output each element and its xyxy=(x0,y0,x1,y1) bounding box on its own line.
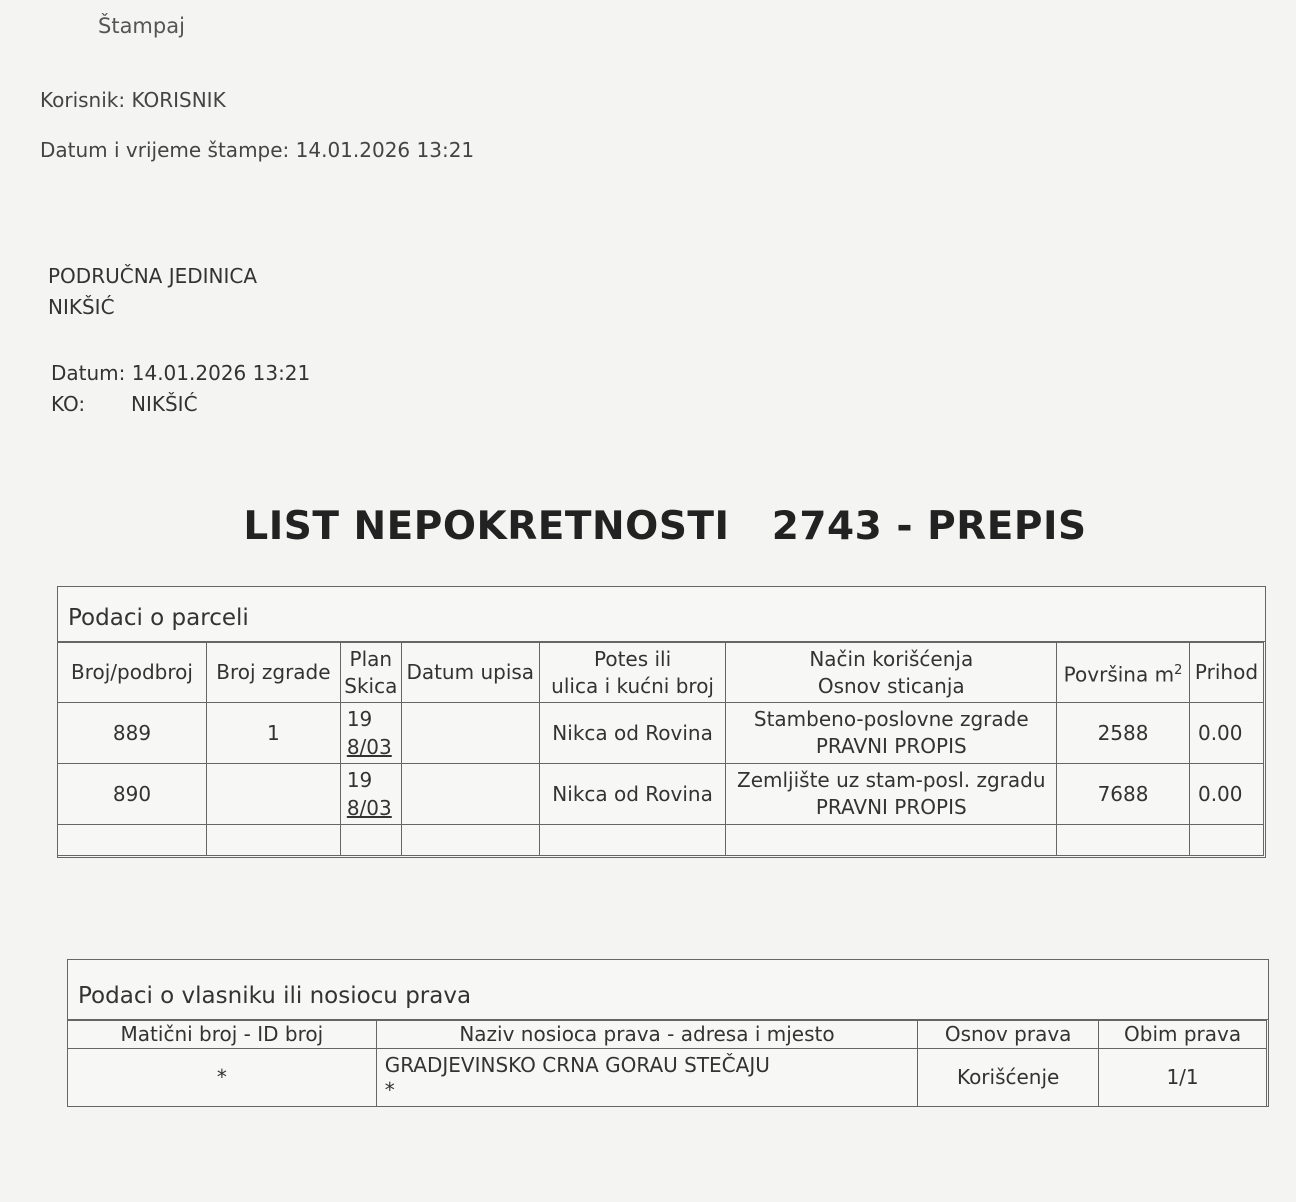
table-row xyxy=(58,703,1264,764)
cell-potes: Nikca od Rovina xyxy=(539,703,726,764)
parcel-table-header xyxy=(58,643,1264,703)
col-potes-line1: Potes ili xyxy=(593,646,672,671)
cell-plan: 19 xyxy=(346,707,373,731)
parcel-section xyxy=(57,586,1266,858)
owner-table xyxy=(67,1020,1267,1107)
cell-datum-upisa xyxy=(401,703,539,764)
col-maticni: Matični broj - ID broj xyxy=(68,1021,377,1049)
col-prihod: Prihod xyxy=(1189,643,1263,703)
cell-broj-zgrade: 1 xyxy=(206,703,340,764)
ko-value: NIKŠIĆ xyxy=(131,392,198,416)
col-plan: Plan xyxy=(349,646,393,671)
cell-broj-zgrade xyxy=(206,764,340,825)
col-potes xyxy=(539,643,726,703)
col-nacin xyxy=(726,643,1057,703)
cell-nacin xyxy=(726,703,1057,764)
cell-plan-skica xyxy=(340,764,401,825)
ko-label: KO: xyxy=(51,392,86,416)
print-datetime: Datum i vrijeme štampe: 14.01.2026 13:21 xyxy=(40,138,475,162)
cell-prihod: 0.00 xyxy=(1189,703,1263,764)
cell-maticni: * xyxy=(68,1049,377,1107)
table-row xyxy=(68,1049,1267,1107)
cell-povrsina: 7688 xyxy=(1057,764,1190,825)
parcel-table xyxy=(57,642,1264,856)
unit-city: NIKŠIĆ xyxy=(48,295,115,319)
document-info xyxy=(51,358,310,420)
owner-section xyxy=(67,959,1269,1107)
cell-broj-podbroj: 890 xyxy=(58,764,207,825)
col-potes-line2: ulica i kućni broj xyxy=(551,673,714,698)
cadastral-municipality xyxy=(51,389,310,420)
print-link[interactable]: Štampaj xyxy=(98,14,185,38)
col-obim-prava: Obim prava xyxy=(1099,1021,1267,1049)
col-plan-skica xyxy=(340,643,401,703)
cell-nacin-osnov: PRAVNI PROPIS xyxy=(815,734,967,758)
col-naziv: Naziv nosioca prava - adresa i mjesto xyxy=(376,1021,918,1049)
cell-broj-podbroj: 889 xyxy=(58,703,207,764)
col-broj-podbroj: Broj/podbroj xyxy=(58,643,207,703)
table-row-empty xyxy=(58,825,1264,856)
cell-nacin-usage: Zemljište uz stam-posl. zgradu xyxy=(737,768,1046,792)
table-row xyxy=(58,764,1264,825)
col-skica: Skica xyxy=(344,673,398,698)
cell-povrsina: 2588 xyxy=(1057,703,1190,764)
page-title: LIST NEPOKRETNOSTI 2743 - PREPIS xyxy=(243,504,1087,549)
owner-address: * xyxy=(384,1078,395,1102)
cell-nacin-osnov: PRAVNI PROPIS xyxy=(815,795,967,819)
cell-osnov-prava: Korišćenje xyxy=(918,1049,1099,1107)
cell-prihod: 0.00 xyxy=(1189,764,1263,825)
cell-datum-upisa xyxy=(401,764,539,825)
cell-skica: 8/03 xyxy=(346,735,392,759)
cell-potes: Nikca od Rovina xyxy=(539,764,726,825)
col-osnov-prava: Osnov prava xyxy=(918,1021,1099,1049)
unit-label: PODRUČNA JEDINICA xyxy=(48,264,258,288)
cell-plan-skica xyxy=(340,703,401,764)
col-broj-zgrade: Broj zgrade xyxy=(206,643,340,703)
col-nacin-line2: Osnov sticanja xyxy=(817,673,965,698)
user-line: Korisnik: KORISNIK xyxy=(40,88,226,112)
cell-nacin xyxy=(726,764,1057,825)
col-datum-upisa: Datum upisa xyxy=(401,643,539,703)
document-date: Datum: 14.01.2026 13:21 xyxy=(51,361,311,385)
col-povrsina xyxy=(1057,643,1190,703)
owner-name: GRADJEVINSKO CRNA GORAU STEČAJU xyxy=(384,1053,770,1077)
cell-naziv xyxy=(376,1049,918,1107)
col-nacin-line1: Način korišćenja xyxy=(809,646,974,671)
owner-section-title: Podaci o vlasniku ili nosiocu prava xyxy=(68,960,1268,1020)
cell-obim-prava: 1/1 xyxy=(1099,1049,1267,1107)
col-povrsina-unit-exp: 2 xyxy=(1174,662,1183,678)
owner-table-header xyxy=(68,1021,1267,1049)
col-povrsina-label: Površina m xyxy=(1063,662,1175,687)
regional-unit xyxy=(48,261,257,323)
cell-plan: 19 xyxy=(346,768,373,792)
cell-skica: 8/03 xyxy=(346,796,392,820)
cell-nacin-usage: Stambeno-poslovne zgrade xyxy=(753,707,1029,731)
parcel-section-title: Podaci o parceli xyxy=(58,587,1265,642)
